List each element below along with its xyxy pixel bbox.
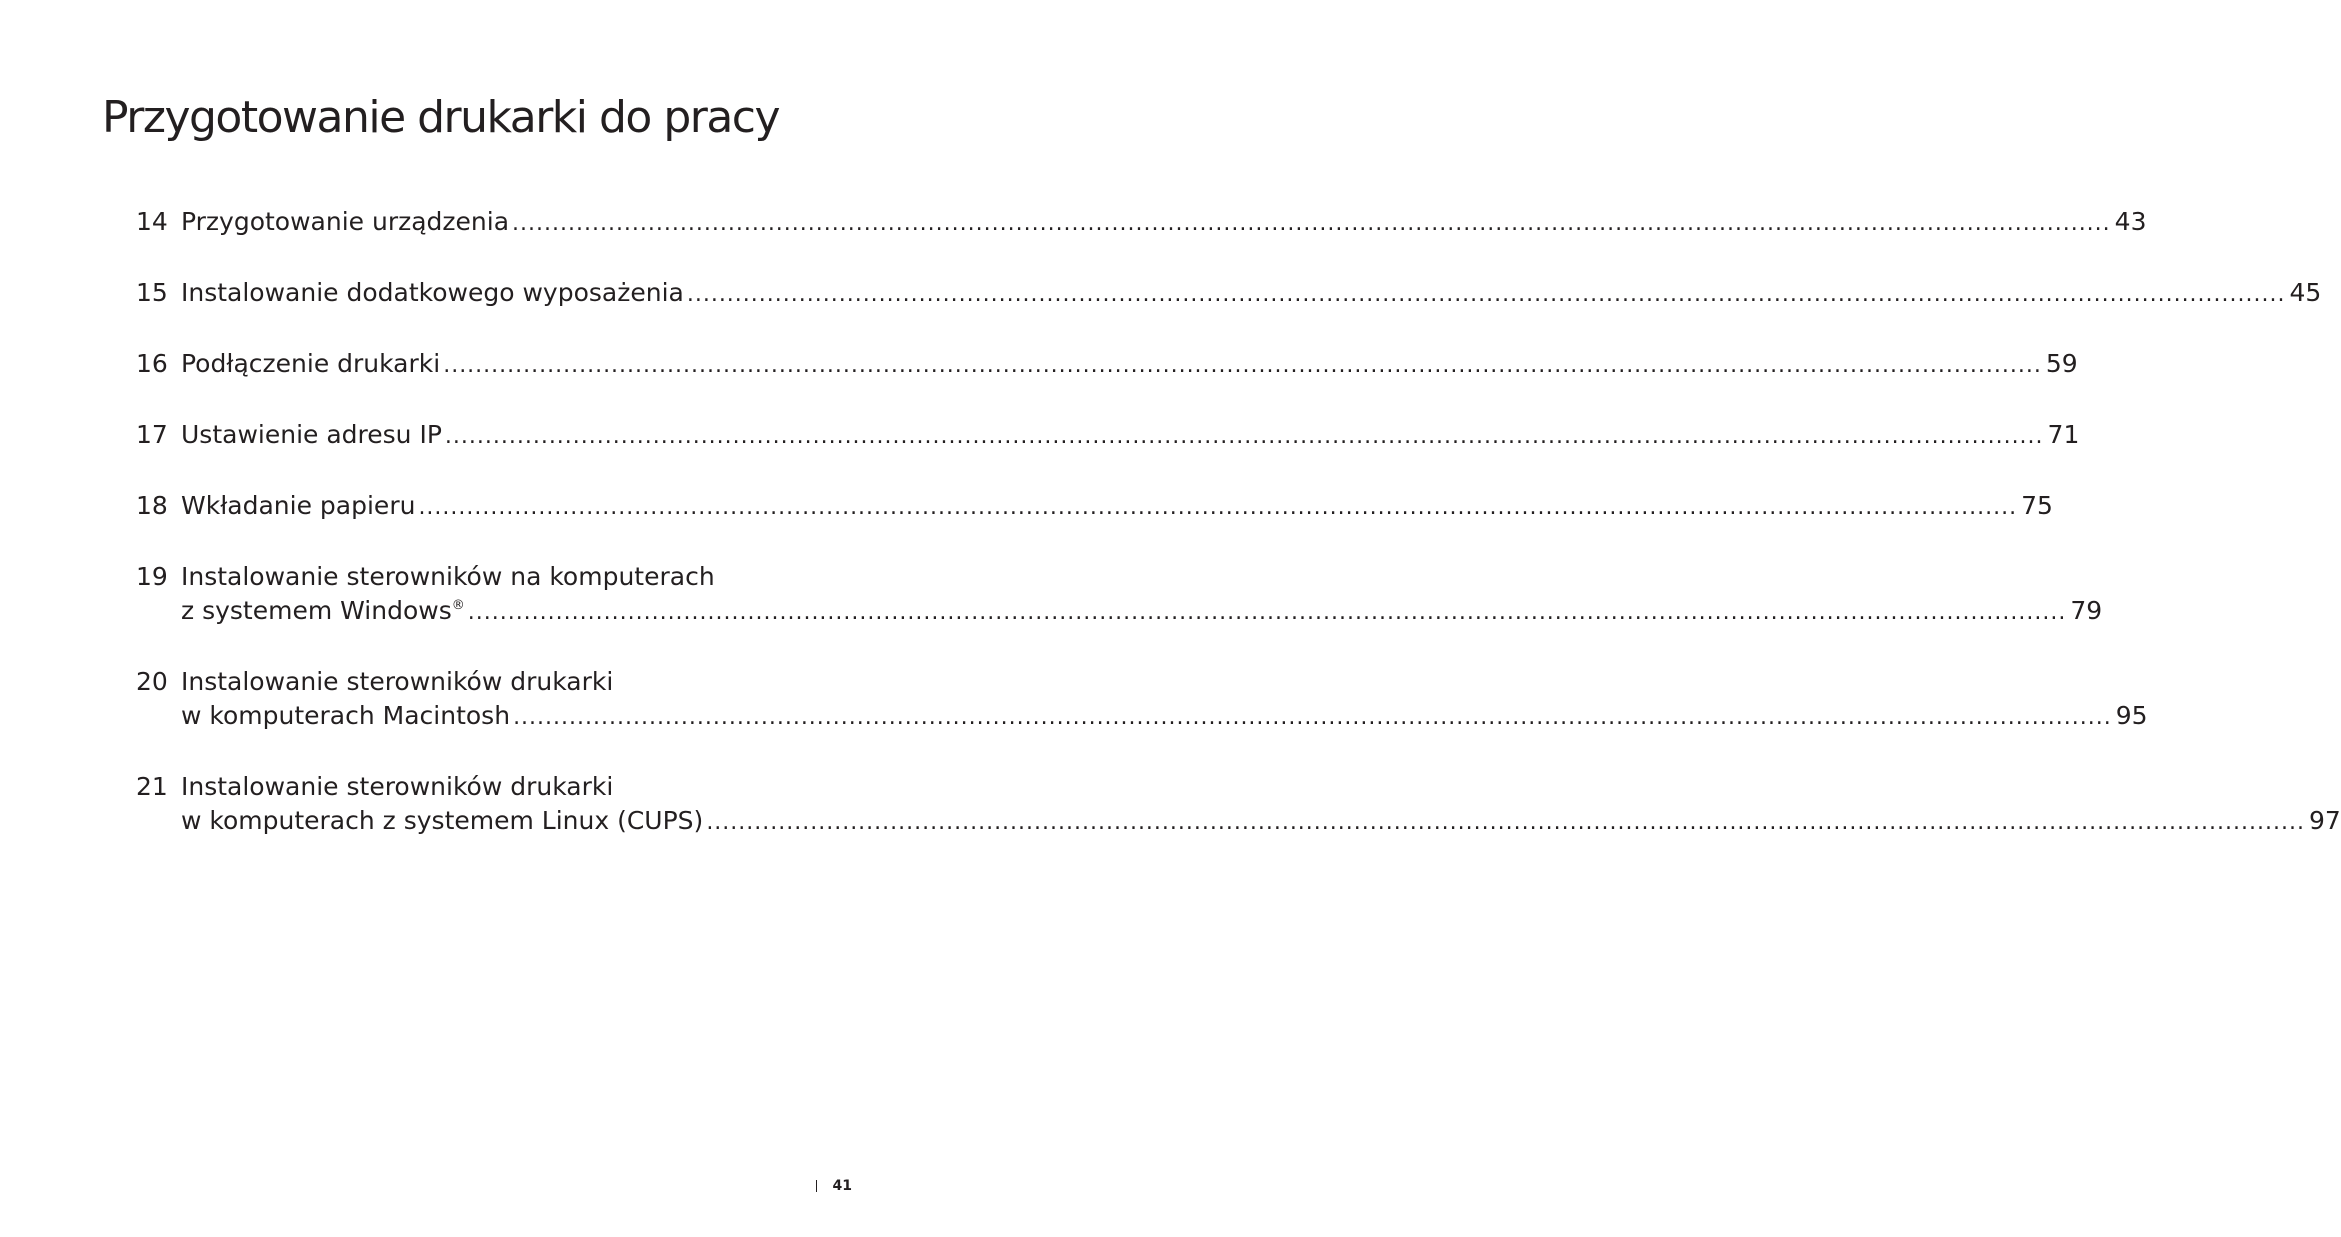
toc-entry-page-number: 97 xyxy=(2308,806,2341,835)
page-footer xyxy=(816,1178,852,1194)
toc-entry-leader-line xyxy=(181,276,2322,312)
toc-entry-title-text: Ustawienie adresu IP xyxy=(181,420,442,449)
toc-entry[interactable] xyxy=(136,560,2103,630)
toc-entry-leader-line xyxy=(181,594,2103,630)
dot-leader: ........................................................................................................................................................................................................ xyxy=(686,282,2286,307)
toc-entry-body xyxy=(181,276,2322,312)
toc-entry-title-line: Instalowanie sterowników drukarki xyxy=(181,772,614,801)
dot-leader: ........................................................................................................................................................................................................ xyxy=(418,495,2018,520)
toc-entry-title-text: Instalowanie dodatkowego wyposażenia xyxy=(181,278,684,307)
toc-entry-number: 21 xyxy=(136,772,168,801)
toc-entry-title-text: z systemem Windows xyxy=(181,596,452,625)
dot-leader: ........................................................................................................................................................................................................ xyxy=(467,600,2067,625)
toc-entry[interactable] xyxy=(136,276,2322,312)
toc-entry-title xyxy=(181,804,703,838)
page-title: Przygotowanie drukarki do pracy xyxy=(102,92,780,143)
dot-leader: ........................................................................................................................................................................................................ xyxy=(512,211,2111,236)
toc-entry-body xyxy=(181,560,2103,630)
toc-entry-page-number: 45 xyxy=(2289,278,2322,307)
toc-entry[interactable] xyxy=(136,665,2148,735)
toc-entry-leader-line xyxy=(181,418,2080,454)
toc-entry-title-line: Instalowanie sterowników na komputerach xyxy=(181,562,715,591)
dot-leader: ........................................................................................................................................................................................................ xyxy=(513,705,2112,730)
toc-entry-page-number: 79 xyxy=(2070,596,2103,625)
dot-leader: ........................................................................................................................................................................................................ xyxy=(706,810,2305,835)
toc-entry-body xyxy=(181,347,2078,383)
toc-entry-page-number: 95 xyxy=(2115,701,2148,730)
toc-entry[interactable] xyxy=(136,347,2078,383)
toc-entry-title-line: Instalowanie sterowników drukarki xyxy=(181,667,614,696)
toc-entry[interactable] xyxy=(136,205,2147,241)
toc-entry-title xyxy=(181,347,440,381)
page-number: 41 xyxy=(832,1178,852,1194)
toc-entry-leader-line xyxy=(181,699,2148,735)
toc-entry-number: 18 xyxy=(136,491,168,520)
toc-entry-body xyxy=(181,665,2148,735)
toc-entry-number: 14 xyxy=(136,207,168,236)
toc-entry-title xyxy=(181,418,442,452)
toc-entry-body xyxy=(181,770,2341,840)
toc-entry-page-number: 43 xyxy=(2114,207,2147,236)
toc-entry-leader-line xyxy=(181,489,2053,525)
toc-entry-title-text: w komputerach z systemem Linux (CUPS) xyxy=(181,806,704,835)
toc-entry-body xyxy=(181,418,2080,454)
toc-entry-leader-line xyxy=(181,205,2147,241)
toc-entry-title xyxy=(181,594,465,628)
footer-divider xyxy=(816,1180,817,1192)
toc-entry-title xyxy=(181,276,684,310)
toc-entry-title-text: Przygotowanie urządzenia xyxy=(181,207,510,236)
toc-entry-body xyxy=(181,205,2147,241)
table-of-contents xyxy=(136,205,2341,875)
toc-entry-number: 17 xyxy=(136,420,168,449)
toc-entry-leader-line xyxy=(181,804,2341,840)
toc-entry-title-text: Wkładanie papieru xyxy=(181,491,416,520)
dot-leader: ........................................................................................................................................................................................................ xyxy=(443,353,2042,378)
toc-entry-title xyxy=(181,699,510,733)
toc-entry-title-text: Podłączenie drukarki xyxy=(181,349,441,378)
toc-entry-leader-line xyxy=(181,347,2078,383)
toc-entry-title xyxy=(181,489,415,523)
toc-entry-page-number: 59 xyxy=(2045,349,2078,378)
toc-entry-number: 20 xyxy=(136,667,168,696)
registered-trademark-mark: ® xyxy=(451,598,465,613)
toc-entry-title-text: w komputerach Macintosh xyxy=(181,701,511,730)
dot-leader: ........................................................................................................................................................................................................ xyxy=(444,424,2044,449)
toc-entry-number: 19 xyxy=(136,562,168,591)
toc-entry[interactable] xyxy=(136,489,2053,525)
toc-entry-page-number: 71 xyxy=(2047,420,2080,449)
toc-entry[interactable] xyxy=(136,770,2341,840)
toc-entry-body xyxy=(181,489,2053,525)
toc-entry-page-number: 75 xyxy=(2021,491,2053,520)
toc-entry-title xyxy=(181,205,509,239)
toc-entry-number: 16 xyxy=(136,349,168,378)
toc-entry[interactable] xyxy=(136,418,2080,454)
toc-entry-number: 15 xyxy=(136,278,168,307)
